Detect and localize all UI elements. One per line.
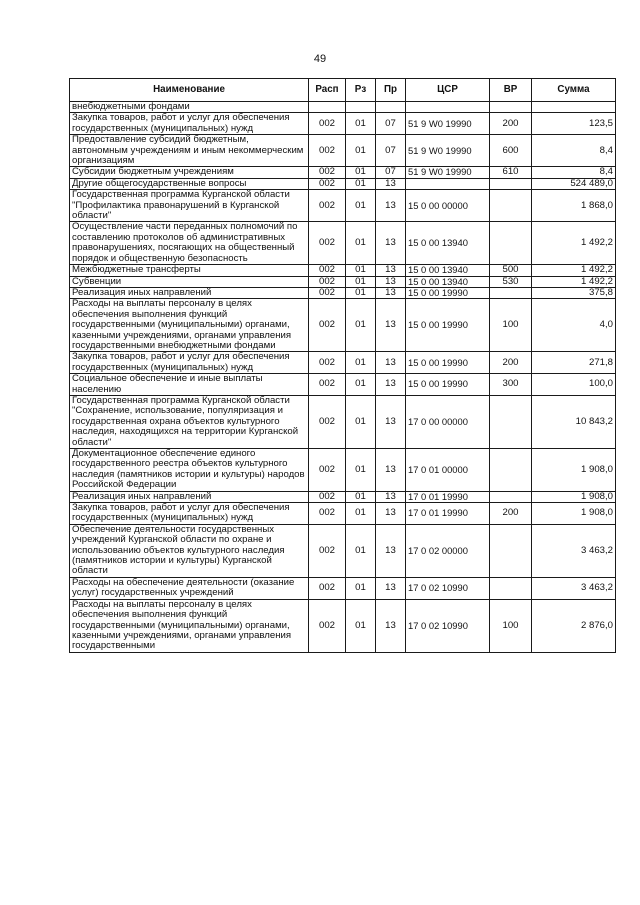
cell-vr: 300 [490,374,532,396]
table-row [70,491,616,502]
cell-sum: 1 492,2 [532,265,616,276]
cell-name: Документационное обеспечение единого государственного реестра объектов культурного наследия (памятников истории и культуры) народов Российской Федерации [70,449,309,492]
cell-name: Социальное обеспечение и иные выплаты населению [70,374,309,396]
cell-csr: 17 0 02 10990 [406,599,490,652]
cell-sum: 1 492,2 [532,276,616,287]
cell-rz: 01 [346,287,376,298]
cell-name: Реализация иных направлений [70,287,309,298]
cell-vr [490,449,532,492]
cell-sum: 4,0 [532,299,616,352]
cell-csr: 17 0 01 19990 [406,503,490,525]
cell-rz: 01 [346,178,376,189]
cell-vr [490,287,532,298]
cell-rasp: 002 [309,524,346,577]
cell-sum: 8,4 [532,135,616,167]
cell-sum: 1 908,0 [532,491,616,502]
cell-pr: 13 [376,287,406,298]
table-body [70,102,616,653]
cell-sum: 3 463,2 [532,524,616,577]
cell-rz: 01 [346,167,376,178]
column-header-name: Наименование [70,79,309,102]
cell-name: Другие общегосударственные вопросы [70,178,309,189]
table-row [70,222,616,265]
cell-name: Закупка товаров, работ и услуг для обеспечения государственных (муниципальных) нужд [70,503,309,525]
page-number: 49 [313,53,327,65]
cell-rz: 01 [346,352,376,374]
cell-vr: 530 [490,276,532,287]
cell-name: Расходы на обеспечение деятельности (оказание услуг) государственных учреждений [70,577,309,599]
cell-rasp: 002 [309,449,346,492]
table-row [70,178,616,189]
column-header-rasp: Расп [309,79,346,102]
cell-csr: 15 0 00 19990 [406,287,490,298]
cell-pr: 07 [376,167,406,178]
cell-rasp: 002 [309,167,346,178]
cell-name: Расходы на выплаты персоналу в целях обеспечения выполнения функций государственными (муниципальными) органами, казенными учреждениями, органами управления государственными [70,599,309,652]
cell-rz: 01 [346,491,376,502]
cell-pr: 13 [376,352,406,374]
cell-rz: 01 [346,395,376,448]
cell-rasp: 002 [309,287,346,298]
cell-rasp: 002 [309,265,346,276]
cell-rasp [309,102,346,113]
column-header-pr: Пр [376,79,406,102]
table-row [70,299,616,352]
cell-name: Закупка товаров, работ и услуг для обеспечения государственных (муниципальных) нужд [70,113,309,135]
cell-csr: 17 0 01 00000 [406,449,490,492]
cell-vr: 200 [490,352,532,374]
cell-sum: 3 463,2 [532,577,616,599]
cell-name: Государственная программа Курганской области "Сохранение, использование, популяризация и государственная охрана объектов культурного наследия, находящихся на территории Курганской области" [70,395,309,448]
cell-sum: 524 489,0 [532,178,616,189]
cell-rasp: 002 [309,491,346,502]
table-row [70,524,616,577]
cell-name: Субвенции [70,276,309,287]
cell-pr: 13 [376,395,406,448]
cell-rz: 01 [346,276,376,287]
table-row [70,449,616,492]
cell-rz [346,102,376,113]
cell-csr [406,178,490,189]
cell-csr: 15 0 00 19990 [406,352,490,374]
cell-sum: 10 843,2 [532,395,616,448]
cell-csr: 15 0 00 00000 [406,190,490,222]
cell-name: Расходы на выплаты персоналу в целях обеспечения выполнения функций государственными (муниципальными) органами, казенными учреждениями, органами управления государственными внебюджетными фондами [70,299,309,352]
cell-vr: 200 [490,503,532,525]
cell-vr: 500 [490,265,532,276]
cell-rasp: 002 [309,135,346,167]
table-row [70,395,616,448]
cell-vr [490,102,532,113]
cell-name: Обеспечение деятельности государственных учреждений Курганской области по охране и использованию объектов культурного наследия (памятников истории и культуры) Курганской области [70,524,309,577]
cell-rz: 01 [346,135,376,167]
cell-rasp: 002 [309,395,346,448]
cell-sum: 1 492,2 [532,222,616,265]
cell-name: Закупка товаров, работ и услуг для обеспечения государственных (муниципальных) нужд [70,352,309,374]
cell-name: Субсидии бюджетным учреждениям [70,167,309,178]
cell-pr: 13 [376,449,406,492]
cell-csr: 17 0 01 19990 [406,491,490,502]
column-header-vr: ВР [490,79,532,102]
cell-rasp: 002 [309,190,346,222]
cell-pr: 13 [376,265,406,276]
cell-rz: 01 [346,524,376,577]
table-row [70,374,616,396]
cell-vr: 100 [490,299,532,352]
cell-csr: 51 9 W0 19990 [406,113,490,135]
cell-pr: 07 [376,135,406,167]
table-row [70,265,616,276]
table-row [70,287,616,298]
cell-pr: 13 [376,524,406,577]
cell-csr: 15 0 00 13940 [406,265,490,276]
cell-pr: 13 [376,577,406,599]
cell-rz: 01 [346,374,376,396]
cell-name: внебюджетными фондами [70,102,309,113]
cell-csr: 15 0 00 13940 [406,276,490,287]
cell-rasp: 002 [309,352,346,374]
cell-vr: 600 [490,135,532,167]
table-row [70,352,616,374]
column-header-sum: Сумма [532,79,616,102]
cell-pr: 13 [376,190,406,222]
cell-sum: 375,8 [532,287,616,298]
cell-rz: 01 [346,503,376,525]
cell-vr: 610 [490,167,532,178]
cell-rz: 01 [346,299,376,352]
cell-vr [490,577,532,599]
cell-sum: 271,8 [532,352,616,374]
table-row [70,577,616,599]
cell-rz: 01 [346,599,376,652]
cell-vr [490,222,532,265]
table-row [70,503,616,525]
cell-vr: 200 [490,113,532,135]
cell-rz: 01 [346,265,376,276]
budget-table [69,78,616,653]
cell-csr: 51 9 W0 19990 [406,135,490,167]
cell-vr [490,190,532,222]
cell-csr: 17 0 02 00000 [406,524,490,577]
cell-pr: 13 [376,276,406,287]
cell-sum: 1 868,0 [532,190,616,222]
column-header-csr: ЦСР [406,79,490,102]
table-row [70,167,616,178]
cell-rasp: 002 [309,222,346,265]
cell-vr [490,178,532,189]
table-row [70,276,616,287]
cell-rz: 01 [346,190,376,222]
cell-rz: 01 [346,577,376,599]
cell-pr: 13 [376,491,406,502]
cell-csr: 15 0 00 19990 [406,374,490,396]
cell-sum: 1 908,0 [532,449,616,492]
cell-csr: 15 0 00 13940 [406,222,490,265]
cell-csr: 17 0 02 10990 [406,577,490,599]
cell-name: Предоставление субсидий бюджетным, автономным учреждениям и иным некоммерческим организациям [70,135,309,167]
cell-rasp: 002 [309,503,346,525]
cell-vr [490,491,532,502]
cell-csr: 51 9 W0 19990 [406,167,490,178]
cell-rasp: 002 [309,599,346,652]
cell-vr [490,524,532,577]
cell-rasp: 002 [309,276,346,287]
cell-rasp: 002 [309,374,346,396]
cell-sum [532,102,616,113]
cell-pr: 13 [376,299,406,352]
cell-pr: 13 [376,599,406,652]
table-row [70,102,616,113]
cell-rz: 01 [346,222,376,265]
cell-rasp: 002 [309,178,346,189]
cell-sum: 8,4 [532,167,616,178]
cell-pr: 13 [376,374,406,396]
cell-name: Осуществление части переданных полномочий по составлению протоколов об административных правонарушениях, посягающих на общественный порядок и общественную безопасность [70,222,309,265]
cell-rasp: 002 [309,113,346,135]
cell-rasp: 002 [309,299,346,352]
column-header-rz: Рз [346,79,376,102]
cell-rz: 01 [346,113,376,135]
cell-csr: 17 0 00 00000 [406,395,490,448]
cell-pr: 07 [376,113,406,135]
cell-vr: 100 [490,599,532,652]
table-header-row [70,79,616,102]
table-row [70,599,616,652]
cell-name: Реализация иных направлений [70,491,309,502]
cell-name: Межбюджетные трансферты [70,265,309,276]
cell-pr: 13 [376,503,406,525]
table-row [70,135,616,167]
table-row [70,113,616,135]
cell-pr [376,102,406,113]
cell-csr [406,102,490,113]
cell-name: Государственная программа Курганской области "Профилактика правонарушений в Курганской области" [70,190,309,222]
cell-rz: 01 [346,449,376,492]
cell-rasp: 002 [309,577,346,599]
cell-pr: 13 [376,178,406,189]
cell-pr: 13 [376,222,406,265]
cell-sum: 100,0 [532,374,616,396]
table-row [70,190,616,222]
cell-vr [490,395,532,448]
cell-sum: 2 876,0 [532,599,616,652]
cell-csr: 15 0 00 19990 [406,299,490,352]
cell-sum: 123,5 [532,113,616,135]
cell-sum: 1 908,0 [532,503,616,525]
